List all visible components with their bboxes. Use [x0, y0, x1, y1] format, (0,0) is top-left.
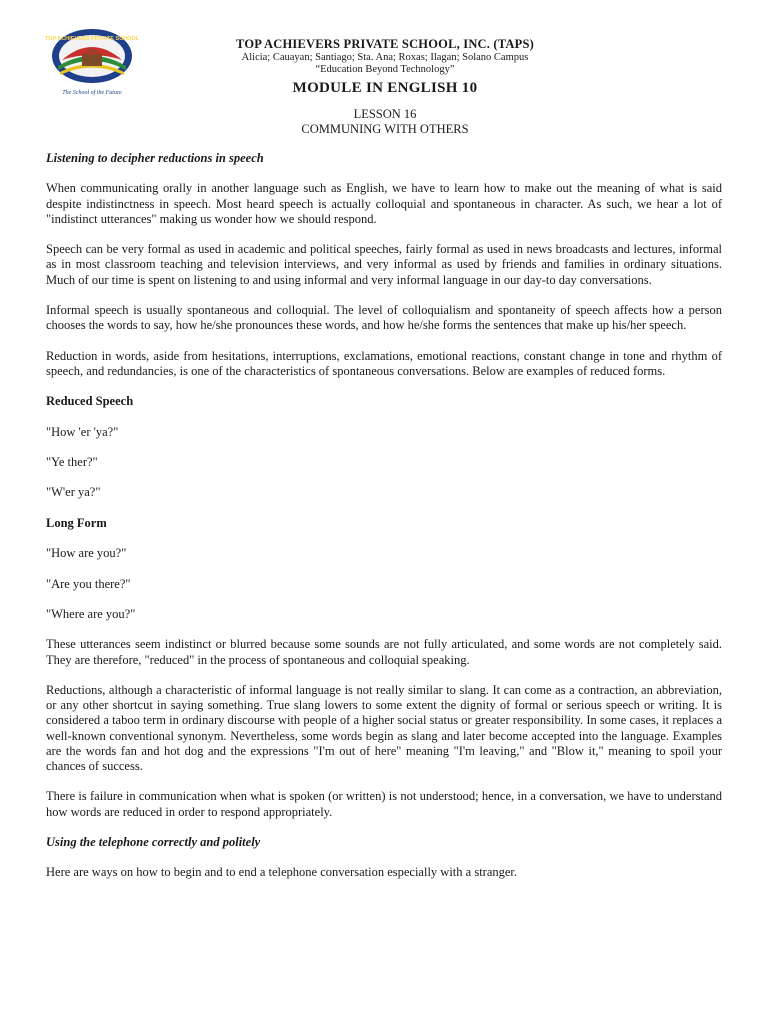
reduced-example: "W'er ya?"	[46, 485, 101, 500]
paragraph: Here are ways on how to begin and to end a telephone conversation especially with a stranger.	[46, 865, 518, 880]
reduced-speech-heading: Reduced Speech	[46, 394, 134, 409]
logo-caption: The School of the Future	[62, 90, 122, 96]
lesson-number: LESSON 16	[353, 107, 417, 121]
paragraph: Reduction in words, aside from hesitations, interruptions, exclamations, emotional reactions, constant change in tone and rhythm of speech, and redundancies, is one of the characteristics of spontaneous conversations. Below are examples of reduced forms.	[46, 348, 722, 378]
paragraph: Speech can be very formal as used in academic and political speeches, fairly formal as used in news broadcasts and lectures, informal as in most classroom teaching and television interviews, and very informal as used by friends and families in ordinary situations. Much of our time is spent on listening to and using informal and very informal language in our day-to day conversations.	[46, 242, 722, 287]
campus-list: Alicia; Cauayan; Santiago; Sta. Ana; Roxas; Ilagan; Solano Campus	[241, 52, 529, 63]
long-form-example: "How are you?"	[46, 546, 127, 561]
school-name: TOP ACHIEVERS PRIVATE SCHOOL, INC. (TAPS)	[236, 37, 534, 51]
lesson-title: COMMUNING WITH OTHERS	[301, 122, 469, 136]
long-form-heading: Long Form	[46, 515, 107, 530]
section-heading: Listening to decipher reductions in speech	[46, 151, 264, 165]
section-heading: Using the telephone correctly and politely	[46, 834, 261, 849]
module-title: MODULE IN ENGLISH 10	[292, 80, 478, 96]
reduced-example: "How 'er 'ya?"	[46, 424, 119, 439]
lesson-body	[46, 151, 722, 896]
paragraph: These utterances seem indistinct or blurred because some sounds are not fully articulated, and some words are not completely said. They are therefore, "reduced" in the process of spontaneous and colloquial speaking.	[46, 637, 722, 667]
paragraph: When communicating orally in another language such as English, we have to learn how to make out the meaning of what is said despite indistinctness in speech. Most heard speech is actually colloquial and spontaneous in character. As such, we hear a lot of "indistinct utterances" making us wonder how we should respond.	[46, 181, 722, 226]
long-form-example: "Are you there?"	[46, 576, 131, 591]
paragraph: Informal speech is usually spontaneous and colloquial. The level of colloquialism and spontaneity of speech affects how a person chooses the words to say, how he/she pronounces these words, and how he/she forms the sentences that make up his/her speech.	[46, 302, 722, 333]
school-motto: “Education Beyond Technology”	[315, 64, 455, 75]
paragraph: There is failure in communication when what is spoken (or written) is not understood; hence, in a conversation, we have to understand how words are reduced in order to respond appropriately.	[46, 789, 722, 819]
long-form-example: "Where are you?"	[46, 606, 136, 621]
school-logo	[40, 24, 144, 98]
paragraph: Reductions, although a characteristic of informal language is not really similar to slang. It can come as a contraction, an abbreviation, or any other shortcut in saying something. True slang lowers to some extent the dignity of formal or serious speech or writing. It is considered a taboo term in ordinary discourse with people of a higher social status or greater responsibility. In some cases, it replaces a well-known conventional synonym. Nevertheless, some words begin as slang and later become accepted into the language. Examples are the words fan and hot dog and the expressions "I'm out of here" meaning "I'm leaving," and "Blow it," meaning to spoil your chances of success.	[46, 682, 722, 773]
reduced-example: "Ye ther?"	[46, 454, 98, 469]
svg-text:TOP ACHIEVERS PRIVATE SCHOOL: TOP ACHIEVERS PRIVATE SCHOOL	[44, 36, 140, 42]
